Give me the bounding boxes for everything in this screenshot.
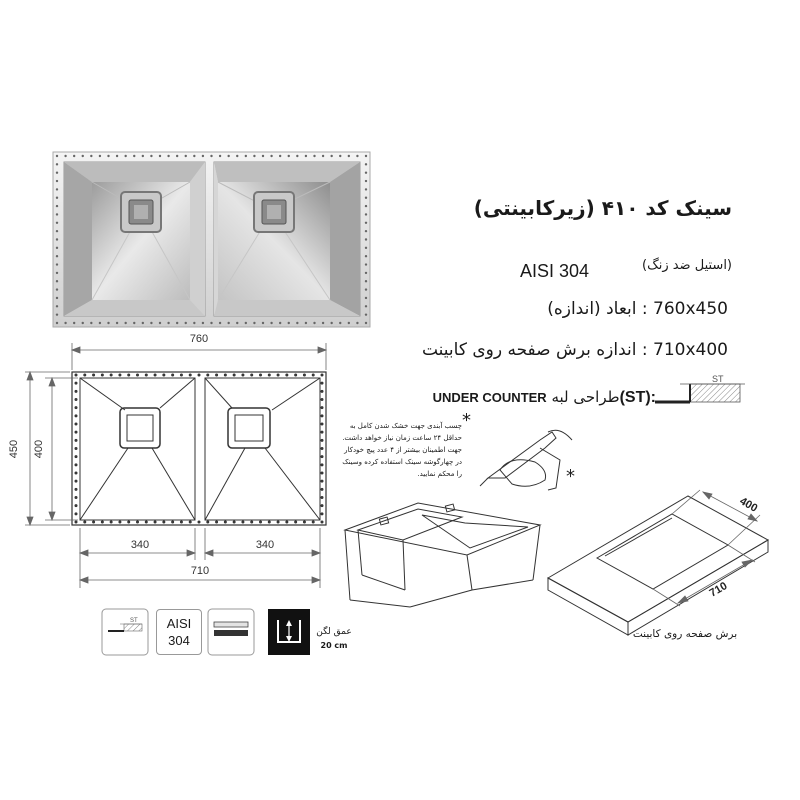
rim-hole <box>303 374 305 376</box>
rim-hole <box>253 322 255 324</box>
rim-hole <box>159 322 161 324</box>
rim-hole <box>193 322 195 324</box>
dim-bowl-left-340: 340 <box>130 539 150 551</box>
rim-hole <box>82 155 84 157</box>
rim-hole <box>110 374 112 376</box>
rim-hole <box>198 374 200 376</box>
rim-hole <box>305 322 307 324</box>
rim-hole <box>163 374 165 376</box>
rim-hole <box>365 322 367 324</box>
rim-hole <box>93 374 95 376</box>
rim-hole <box>180 374 182 376</box>
rim-hole <box>365 163 367 165</box>
countertop-cutout-diagram <box>548 490 768 635</box>
rim-hole <box>321 382 323 384</box>
note-asterisk: * <box>462 410 471 431</box>
rim-hole <box>119 374 121 376</box>
rim-hole <box>321 399 323 401</box>
edge-type: UNDER COUNTER <box>432 390 547 405</box>
rim-hole <box>56 163 58 165</box>
rim-hole <box>321 480 323 482</box>
rim-hole <box>116 155 118 157</box>
edge-design-line <box>366 388 656 407</box>
rim-hole <box>56 213 58 215</box>
rim-hole <box>322 155 324 157</box>
rim-hole <box>90 155 92 157</box>
rim-hole <box>56 322 58 324</box>
rim-hole <box>313 155 315 157</box>
countertop-caption: برش صفحه روی کابینت <box>632 628 738 640</box>
rim-hole <box>124 155 126 157</box>
sink-photo <box>53 152 370 327</box>
rim-hole <box>56 180 58 182</box>
rim-hole <box>236 155 238 157</box>
stainless-steel-note: (استیل ضد زنگ) <box>642 258 732 273</box>
dim-width-760: 760 <box>189 333 209 345</box>
rim-hole <box>56 280 58 282</box>
rim-hole <box>107 155 109 157</box>
rim-hole <box>356 322 358 324</box>
rim-hole <box>365 313 367 315</box>
rim-hole <box>365 213 367 215</box>
material-grade: AISI 304 <box>520 261 590 281</box>
rim-hole <box>82 322 84 324</box>
rim-hole <box>145 374 147 376</box>
rim-hole <box>56 155 58 157</box>
rim-hole <box>224 374 226 376</box>
rim-hole <box>270 322 272 324</box>
rim-hole <box>207 521 209 523</box>
st-edge-profile-icon <box>655 374 745 402</box>
rim-hole <box>172 521 174 523</box>
rim-hole <box>75 390 77 392</box>
rim-hole <box>227 322 229 324</box>
rim-hole <box>75 488 77 490</box>
dim-height-450: 450 <box>8 439 20 459</box>
rim-hole <box>75 472 77 474</box>
rim-hole <box>312 521 314 523</box>
rim-hole <box>312 374 314 376</box>
rim-hole <box>207 374 209 376</box>
material-icon-bottom: 304 <box>168 633 190 648</box>
rim-hole <box>251 374 253 376</box>
rim-hole <box>167 155 169 157</box>
sketch-asterisk: * <box>566 466 575 487</box>
rim-hole <box>167 322 169 324</box>
rim-hole <box>133 322 135 324</box>
rim-hole <box>365 222 367 224</box>
rim-hole <box>75 423 77 425</box>
rim-hole <box>321 423 323 425</box>
rim-hole <box>321 431 323 433</box>
rim-hole <box>288 322 290 324</box>
rim-hole <box>73 155 75 157</box>
rim-hole <box>84 374 86 376</box>
rim-hole <box>365 272 367 274</box>
rim-hole <box>242 521 244 523</box>
rim-hole <box>56 222 58 224</box>
rim-hole <box>110 521 112 523</box>
strainer-icon-box <box>208 609 254 655</box>
rim-hole <box>56 197 58 199</box>
rim-hole <box>321 464 323 466</box>
bowl-depth-text <box>312 625 356 653</box>
rim-hole <box>296 155 298 157</box>
rim-hole <box>185 155 187 157</box>
rim-hole <box>75 513 77 515</box>
rim-hole <box>321 472 323 474</box>
bowl-depth-label: عمق لگن <box>316 627 352 637</box>
rim-hole <box>321 390 323 392</box>
rim-hole <box>227 155 229 157</box>
rim-hole <box>233 374 235 376</box>
rim-hole <box>185 322 187 324</box>
rim-hole <box>330 155 332 157</box>
cabinet-cut-size: 710x400 : اندازه برش صفحه روی کابینت <box>421 340 728 360</box>
rim-hole <box>176 155 178 157</box>
rim-hole <box>242 374 244 376</box>
rim-hole <box>75 448 77 450</box>
rim-hole <box>279 322 281 324</box>
rim-hole <box>107 322 109 324</box>
rim-hole <box>288 155 290 157</box>
rim-hole <box>202 155 204 157</box>
rim-hole <box>142 155 144 157</box>
rim-hole <box>365 297 367 299</box>
bowl-depth-value: 20 cm <box>320 641 348 650</box>
rim-hole <box>56 313 58 315</box>
rim-hole <box>137 374 139 376</box>
dim-inner-710: 710 <box>190 565 210 577</box>
dim-height-400: 400 <box>33 439 45 459</box>
dimension-lines <box>25 343 326 588</box>
rim-hole <box>322 322 324 324</box>
rim-hole <box>75 497 77 499</box>
sink-photo-left-bowl <box>64 162 205 316</box>
rim-hole <box>321 513 323 515</box>
dim-bowl-right-340: 340 <box>255 539 275 551</box>
rim-hole <box>75 521 77 523</box>
rim-hole <box>75 431 77 433</box>
rim-hole <box>64 155 66 157</box>
rim-hole <box>219 155 221 157</box>
rim-hole <box>348 322 350 324</box>
rim-hole <box>295 521 297 523</box>
rim-hole <box>286 521 288 523</box>
rim-hole <box>219 322 221 324</box>
rim-hole <box>286 374 288 376</box>
rim-hole <box>303 521 305 523</box>
rim-hole <box>365 155 367 157</box>
rim-hole <box>75 374 77 376</box>
rim-hole <box>365 188 367 190</box>
rim-hole <box>321 456 323 458</box>
rim-hole <box>365 205 367 207</box>
rim-hole <box>279 155 281 157</box>
rim-hole <box>75 456 77 458</box>
rim-hole <box>365 263 367 265</box>
rim-hole <box>101 374 103 376</box>
sink-photo-right-bowl <box>214 162 360 316</box>
rim-hole <box>159 155 161 157</box>
rim-hole <box>356 155 358 157</box>
rim-hole <box>73 322 75 324</box>
sink-dimensions: 760x450 : ابعاد (اندازه) <box>547 299 728 319</box>
rim-hole <box>93 521 95 523</box>
countertop-dim-710: 710 <box>707 580 730 600</box>
rim-hole <box>154 374 156 376</box>
rim-hole <box>321 497 323 499</box>
rim-hole <box>216 521 218 523</box>
rim-hole <box>163 521 165 523</box>
rim-hole <box>137 521 139 523</box>
rim-hole <box>268 521 270 523</box>
rim-hole <box>233 521 235 523</box>
rim-hole <box>365 172 367 174</box>
rim-hole <box>172 374 174 376</box>
rim-hole <box>268 374 270 376</box>
rim-hole <box>189 521 191 523</box>
rim-hole <box>365 247 367 249</box>
rim-hole <box>348 155 350 157</box>
rim-hole <box>75 382 77 384</box>
rim-hole <box>101 521 103 523</box>
rim-hole <box>128 521 130 523</box>
rim-hole <box>251 521 253 523</box>
rim-hole <box>176 322 178 324</box>
rim-hole <box>260 374 262 376</box>
rim-hole <box>210 155 212 157</box>
rim-hole <box>365 230 367 232</box>
rim-hole <box>365 280 367 282</box>
rim-hole <box>142 322 144 324</box>
rim-hole <box>56 172 58 174</box>
rim-hole <box>365 288 367 290</box>
rim-hole <box>124 322 126 324</box>
rim-hole <box>365 238 367 240</box>
rim-hole <box>56 205 58 207</box>
rim-hole <box>56 255 58 257</box>
rim-hole <box>56 297 58 299</box>
rim-hole <box>210 322 212 324</box>
top-view-rim-dots <box>75 374 323 523</box>
rim-hole <box>116 322 118 324</box>
rim-hole <box>84 521 86 523</box>
rim-hole <box>193 155 195 157</box>
rim-hole <box>277 521 279 523</box>
rim-hole <box>180 521 182 523</box>
rim-hole <box>262 155 264 157</box>
rim-hole <box>321 448 323 450</box>
st-edge-icon-label: ST <box>712 374 724 384</box>
rim-hole <box>339 322 341 324</box>
rim-hole <box>295 374 297 376</box>
rim-hole <box>150 322 152 324</box>
rim-hole <box>75 415 77 417</box>
top-view-drawing <box>72 372 326 525</box>
rim-hole <box>202 322 204 324</box>
rim-hole <box>365 180 367 182</box>
rim-hole <box>56 247 58 249</box>
rim-hole <box>56 305 58 307</box>
edge-type-icon-label: ST <box>130 618 138 624</box>
product-title: سینک کد ۴۱۰ (زیرکابینتی) <box>473 196 732 220</box>
rim-hole <box>260 521 262 523</box>
rim-hole <box>321 521 323 523</box>
rim-hole <box>321 488 323 490</box>
edge-type-icon-box <box>102 609 148 655</box>
rim-hole <box>321 374 323 376</box>
rim-hole <box>236 322 238 324</box>
rim-hole <box>64 322 66 324</box>
rim-hole <box>270 155 272 157</box>
rim-hole <box>321 407 323 409</box>
bowl-depth-icon <box>268 609 310 655</box>
rim-hole <box>75 480 77 482</box>
installation-note: چسب آبندی جهت خشک شدن کامل به حداقل ۲۴ ساعت زمان نیاز خواهد داشت. جهت اطمینان بیشتر از ۴ عدد پیچ خودکار در چهارگوشه سینک استفاده کرده وسینک را محکم نمایید. <box>342 422 462 478</box>
rim-hole <box>128 374 130 376</box>
edge-design-label: طراحی لبه <box>551 388 620 406</box>
rim-hole <box>56 263 58 265</box>
rim-hole <box>154 521 156 523</box>
material-icon-box <box>156 609 202 655</box>
rim-hole <box>305 155 307 157</box>
rim-hole <box>198 521 200 523</box>
edge-code: (ST): <box>619 389 656 406</box>
rim-hole <box>365 305 367 307</box>
rim-hole <box>56 230 58 232</box>
rim-hole <box>75 407 77 409</box>
countertop-dim-400: 400 <box>737 495 760 515</box>
rim-hole <box>56 188 58 190</box>
rim-hole <box>321 415 323 417</box>
rim-hole <box>277 374 279 376</box>
rim-hole <box>75 399 77 401</box>
rim-hole <box>99 322 101 324</box>
rim-hole <box>224 521 226 523</box>
material-icon-top: AISI <box>166 616 192 631</box>
rim-hole <box>145 521 147 523</box>
rim-hole <box>75 464 77 466</box>
rim-hole <box>313 322 315 324</box>
rim-hole <box>339 155 341 157</box>
rim-hole <box>321 439 323 441</box>
rim-hole <box>296 322 298 324</box>
rim-hole <box>75 439 77 441</box>
rim-hole <box>245 322 247 324</box>
rim-hole <box>189 374 191 376</box>
rim-hole <box>365 197 367 199</box>
rim-hole <box>321 505 323 507</box>
rim-hole <box>56 272 58 274</box>
rim-hole <box>56 238 58 240</box>
rim-hole <box>253 155 255 157</box>
rim-hole <box>150 155 152 157</box>
rim-hole <box>216 374 218 376</box>
rim-hole <box>99 155 101 157</box>
rim-hole <box>119 521 121 523</box>
rim-hole <box>56 288 58 290</box>
rim-hole <box>330 322 332 324</box>
rim-hole <box>133 155 135 157</box>
rim-hole <box>262 322 264 324</box>
rim-hole <box>245 155 247 157</box>
rim-hole <box>365 255 367 257</box>
rim-hole <box>90 322 92 324</box>
rim-hole <box>75 505 77 507</box>
